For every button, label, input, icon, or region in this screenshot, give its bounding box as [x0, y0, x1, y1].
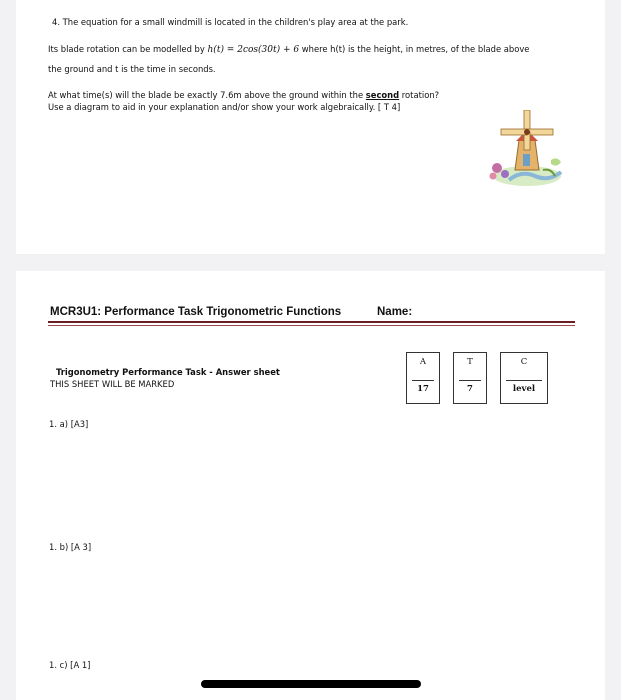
score-box-a-label: A: [419, 357, 427, 367]
score-box-t-value: 7: [467, 384, 473, 394]
part-1b-label: 1. b) [A 3]: [49, 542, 92, 552]
task-title: Trigonometry Performance Task - Answer sheet: [56, 367, 280, 377]
score-box-c-label: C: [520, 357, 528, 367]
home-indicator[interactable]: [201, 680, 421, 688]
line1-post: where h(t) is the height, in metres, of the blade above: [301, 44, 530, 54]
marked-notice: THIS SHEET WILL BE MARKED: [50, 379, 175, 389]
answer-sheet-page: [16, 271, 605, 700]
question-page: [16, 0, 605, 254]
part-1c-label: 1. c) [A 1]: [49, 660, 91, 670]
question-ask: [48, 90, 439, 100]
score-box-c: [500, 352, 548, 404]
windmill-clipart: [483, 110, 569, 192]
question-ask-line2: Use a diagram to aid in your explanation and/or show your work algebraically. [ T 4]: [48, 102, 401, 112]
question-line2: the ground and t is the time in seconds.: [48, 64, 216, 74]
line1-pre: Its blade rotation can be modelled by: [48, 44, 205, 54]
ask-post: rotation?: [401, 90, 440, 100]
ask-underlined: second: [365, 90, 400, 100]
name-label: Name:: [377, 306, 413, 318]
score-box-c-value: level: [512, 384, 536, 394]
header-rule: [48, 321, 575, 323]
score-box-t: [453, 352, 487, 404]
equation: h(t) = 2cos(30t) + 6: [207, 45, 300, 55]
score-box-a-value: 17: [417, 384, 429, 394]
ask-pre: At what time(s) will the blade be exactly 7.6m above the ground within the: [48, 90, 364, 100]
score-box-t-label: T: [467, 357, 473, 367]
part-1a-label: 1. a) [A3]: [49, 419, 89, 429]
question-line1: [48, 44, 529, 55]
score-box-a: [406, 352, 440, 404]
question-title: 4. The equation for a small windmill is located in the children's play area at the park.: [52, 17, 409, 27]
header-rule-thin: [48, 325, 575, 326]
course-title: MCR3U1: Performance Task Trigonometric Functions: [50, 306, 342, 318]
